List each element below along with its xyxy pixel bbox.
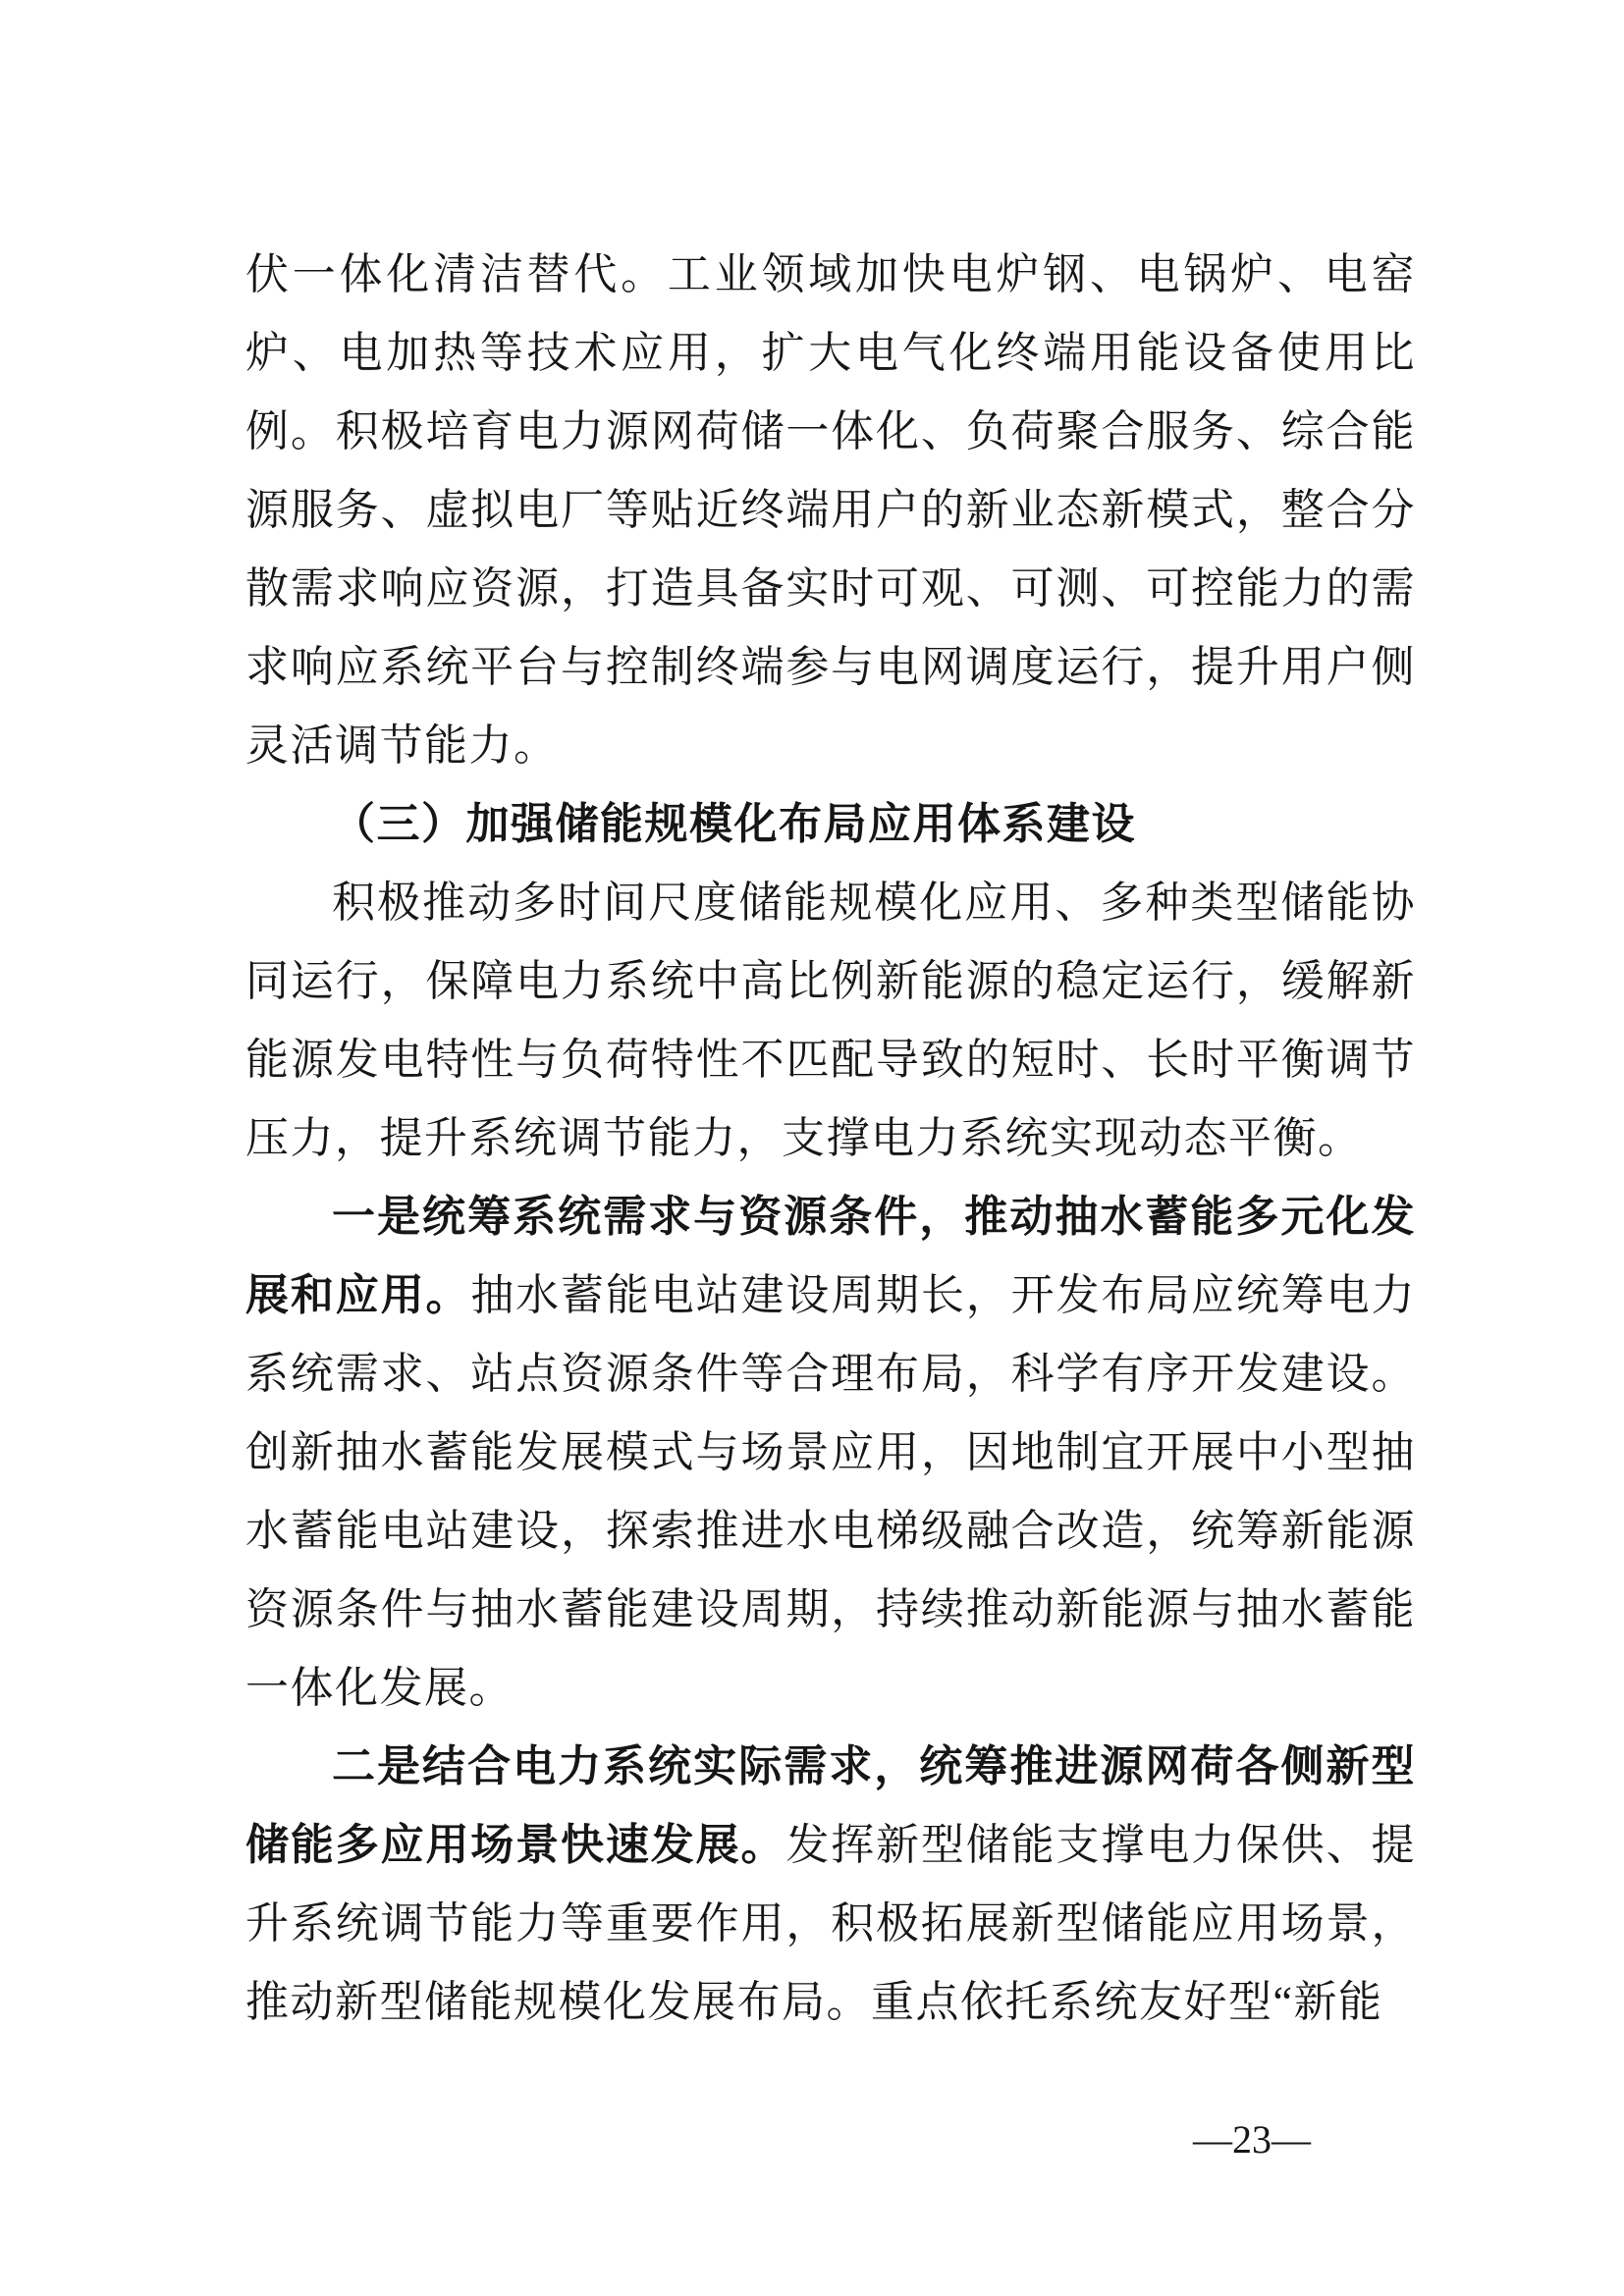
paragraph-run: 发挥新型储能支撑电力保供、提升系统调节能力等重要作用，积极拓展新型储能应用场景，推动新型储能规模化发展布局。重点依托系统友好型“新能	[245, 1821, 1417, 2026]
page-number: —23—	[1193, 2117, 1311, 2162]
bold-lead-run: 一是统筹系统需求与资源条件，推动抽水蓄能多元化发展和应用。	[245, 1193, 1416, 1319]
paragraph-run: 积极推动多时间尺度储能规模化应用、多种类型储能协同运行，保障电力系统中高比例新能源的稳定运行，缓解新能源发电特性与负荷特性不匹配导致的短时、长时平衡调节压力，提升系统调节能力，支撑电力系统实现动态平衡。	[245, 879, 1416, 1162]
paragraph-run: 伏一体化清洁替代。工业领域加快电炉钢、电锅炉、电窑炉、电加热等技术应用，扩大电气化终端用能设备使用比例。积极培育电力源网荷储一体化、负荷聚合服务、综合能源服务、虚拟电厂等贴近终端用户的新业态新模式，整合分散需求响应资源，打造具备实时可观、可测、可控能力的需求响应系统平台与控制终端参与电网调度运行，提升用户侧灵活调节能力。	[245, 250, 1416, 770]
paragraph-run: 抽水蓄能电站建设周期长，开发布局应统筹电力系统需求、站点资源条件等合理布局，科学有序开发建设。创新抽水蓄能发展模式与场景应用，因地制宜开展中小型抽水蓄能电站建设，探索推进水电梯级融合改造，统筹新能源资源条件与抽水蓄能建设周期，持续推动新能源与抽水蓄能一体化发展。	[245, 1271, 1417, 1712]
bold-lead-run: 二是结合电力系统实际需求，统筹推进源网荷各侧新型储能多应用场景快速发展。	[245, 1742, 1416, 1869]
paragraph-body	[245, 1178, 1416, 1728]
paragraph-body	[245, 864, 1416, 1178]
section-heading-text: （三）加强储能规模化布局应用体系建设	[332, 800, 1136, 848]
paragraph-continuation	[245, 236, 1416, 785]
document-text-column	[245, 236, 1416, 2042]
paragraph-body	[245, 1728, 1416, 2042]
section-heading	[245, 785, 1416, 864]
